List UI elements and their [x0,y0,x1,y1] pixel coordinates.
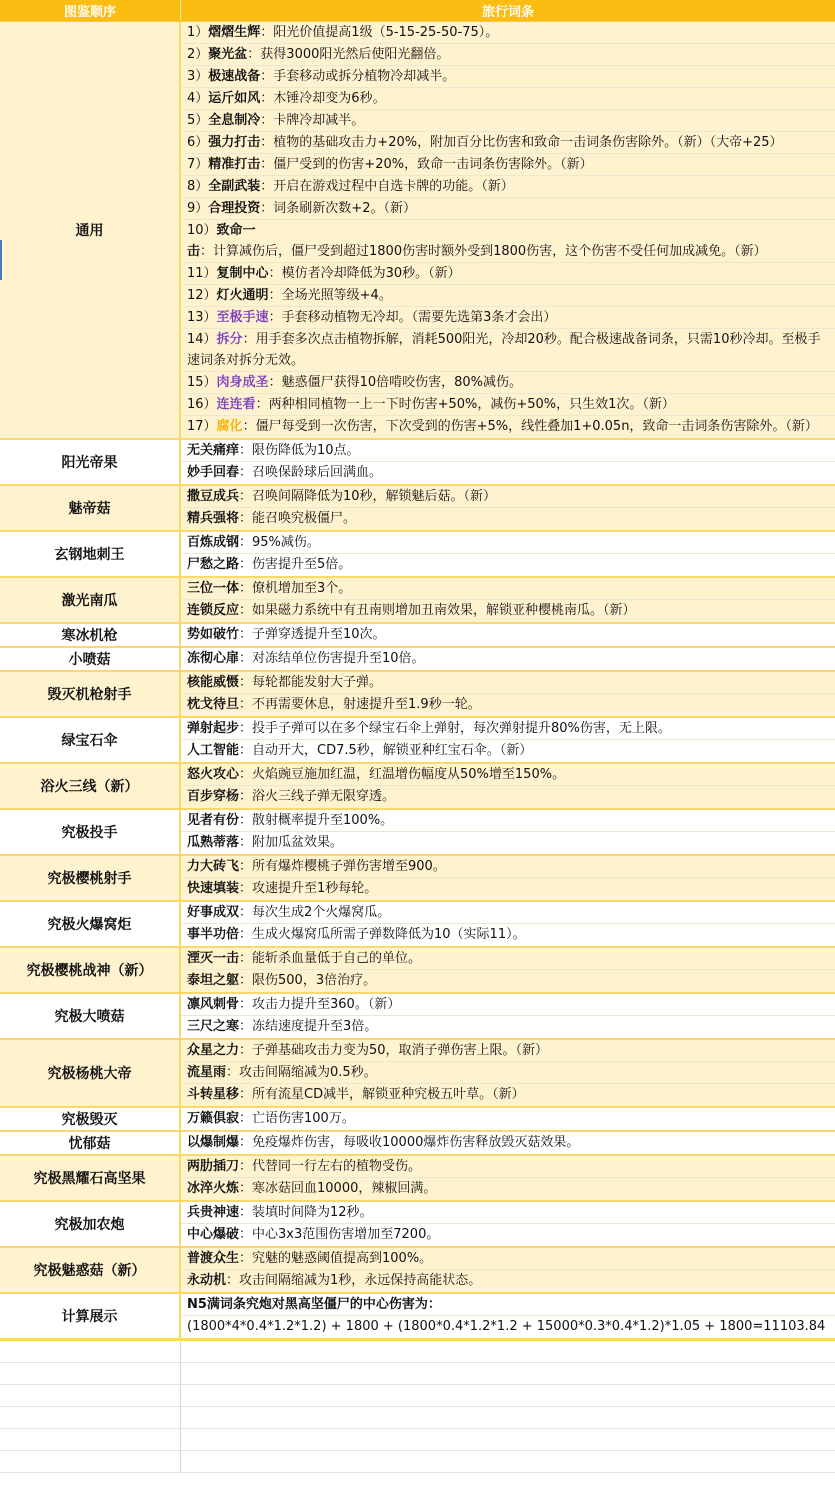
entry-text: ：散射概率提升至100%。 [239,813,394,828]
header-entries[interactable]: 旅行词条 [481,5,534,20]
entry-keyword: 两肋插刀 [187,1159,240,1174]
entry-list [181,532,835,576]
entry-list [181,764,835,808]
entry-keyword: 运斤如风 [208,91,261,106]
entry-keyword: 永动机 [187,1273,227,1288]
entry-line[interactable] [181,508,835,530]
entry-line[interactable] [181,764,835,786]
entry-list [181,1248,835,1292]
entry-line[interactable] [181,532,835,554]
entry-line[interactable] [181,394,835,416]
entry-line[interactable] [181,672,835,694]
entry-number: 16） [187,397,217,412]
entry-line[interactable] [181,44,835,66]
entry-list [181,624,835,646]
entry-text: ：木锤冷却变为6秒。 [260,91,386,106]
plant-group [0,486,835,532]
entry-text: ：僚机增加至3个。 [239,581,352,596]
entry-list [181,810,835,854]
entry-keyword: 熠熠生辉 [208,25,261,40]
entry-line[interactable] [181,372,835,394]
empty-cell[interactable] [0,1407,181,1428]
entry-line[interactable] [181,600,835,622]
plant-group [0,1248,835,1294]
entry-text: ：浴火三线子弹无限穿透。 [239,789,396,804]
entry-text: ：攻速提升至1秒每轮。 [239,881,378,896]
empty-cell[interactable] [181,1341,835,1362]
entry-line[interactable] [181,220,835,263]
entry-number: 1） [187,25,209,40]
group-name[interactable]: 计算展示 [0,1294,181,1338]
entry-line[interactable] [181,718,835,740]
entry-line[interactable] [181,648,835,670]
entry-text: ：自动开大，CD7.5秒，解锁亚种红宝石伞。（新） [239,743,533,758]
entry-keyword: 力大砖飞 [187,859,240,874]
entry-text: ：全场光照等级+4。 [268,288,392,303]
entry-text: ：亡语伤害100万。 [239,1111,355,1126]
entry-text: ：附加瓜盆效果。 [239,835,344,850]
entry-text: ：冻结速度提升至3倍。 [239,1019,378,1034]
entry-keyword: 枕戈待旦 [187,697,240,712]
empty-row [0,1385,835,1407]
entry-text: ：魅惑僵尸获得10倍啃咬伤害，80%减伤。 [268,375,522,390]
entry-text: ：如果磁力系统中有丑南则增加丑南效果，解锁亚种樱桃南瓜。（新） [239,603,636,618]
empty-cell[interactable] [0,1363,181,1384]
entry-keyword: 冰淬火炼 [187,1181,240,1196]
plant-group [0,532,835,578]
entry-text: ：95%减伤。 [239,535,320,550]
group-name[interactable]: 小喷菇 [0,648,181,670]
entry-list [181,22,835,438]
empty-row [0,1341,835,1363]
entry-list [181,578,835,622]
entry-line[interactable] [181,1062,835,1084]
entry-text: ：所有流星CD减半，解锁亚种究极五叶草。（新） [239,1087,525,1102]
entry-number: 9） [187,201,209,216]
entry-line[interactable] [181,1270,835,1292]
entry-list [181,1132,835,1154]
empty-cell[interactable] [181,1451,835,1472]
entry-line[interactable] [181,66,835,88]
plant-group [0,856,835,902]
entry-text: ：装填时间降为12秒。 [239,1205,373,1220]
group-name[interactable]: 究极毁灭 [0,1108,181,1130]
entry-keyword: 三位一体 [187,581,240,596]
entry-number: 7） [187,157,209,172]
entry-keyword: 怒火攻心 [187,767,240,782]
entry-keyword: 流星雨 [187,1065,227,1080]
plant-group [0,1108,835,1132]
entry-text: ：两种相同植物一上一下时伤害+50%，减伤+50%，只生效1次。（新） [255,397,675,412]
entry-text: ：计算减伤后，僵尸受到超过1800伤害时额外受到1800伤害，这个伤害不受任何加成减免。（新） [200,244,767,259]
entry-number: 14） [187,332,217,347]
entry-keyword: 势如破竹 [187,627,240,642]
entry-line[interactable] [181,1108,835,1130]
plant-groups [0,440,835,1294]
group-name[interactable]: 究极大喷菇 [0,994,181,1038]
empty-cell[interactable] [181,1363,835,1384]
entry-list [181,486,835,530]
group-general [0,22,835,440]
entry-number: 2） [187,47,209,62]
entry-keyword: 百炼成钢 [187,535,240,550]
entry-keyword: 泰坦之躯 [187,973,240,988]
entry-keyword: 全副武装 [208,179,261,194]
entry-keyword: 合理投资 [208,201,261,216]
group-name[interactable]: 究极杨桃大帝 [0,1040,181,1106]
plant-group [0,1040,835,1108]
entry-number: 12） [187,288,217,303]
entry-keyword: 普渡众生 [187,1251,240,1266]
group-name[interactable]: 激光南瓜 [0,578,181,622]
entry-keyword: 事半功倍 [187,927,240,942]
entry-text: ：生成火爆窝瓜所需子弹数降低为10（实际11）。 [239,927,526,942]
plant-group [0,948,835,994]
plant-group [0,1132,835,1156]
entry-line[interactable] [181,948,835,970]
empty-cell[interactable] [181,1407,835,1428]
entry-keyword: 致命一击 [187,223,256,259]
entry-text: ：寒冰菇回血10000，辣椒回满。 [239,1181,437,1196]
entry-text: ：限伤降低为10点。 [239,443,360,458]
entry-text: ：火焰豌豆施加红温，红温增伤幅度从50%增至150%。 [239,767,566,782]
entry-text: ：手套移动植物无冷却。（需要先选第3条才会出） [268,310,557,325]
entry-line[interactable] [181,924,835,946]
group-name[interactable]: 究极魅惑菇（新） [0,1248,181,1292]
entry-line[interactable] [181,694,835,716]
entry-line[interactable] [181,440,835,462]
entry-keyword: 三尺之寒 [187,1019,240,1034]
entry-keyword: 拆分 [216,332,243,347]
entry-line[interactable] [181,22,835,44]
plant-group [0,810,835,856]
entry-keyword: 湮灭一击 [187,951,240,966]
entry-keyword: 聚光盆 [208,47,248,62]
entry-number: 10） [187,223,217,238]
empty-cell[interactable] [0,1385,181,1406]
entry-list [181,1040,835,1106]
entry-keyword: 见者有份 [187,813,240,828]
entry-line[interactable] [181,1016,835,1038]
entry-list [181,994,835,1038]
entry-text: ：投手子弹可以在多个绿宝石伞上弹射，每次弹射提升80%伤害，无上限。 [239,721,671,736]
entry-list [181,948,835,992]
entry-text: ：中心3x3范围伤害增加至7200。 [239,1227,440,1242]
entry-keyword: 兵贵神速 [187,1205,240,1220]
plant-group [0,648,835,672]
group-name[interactable]: 寒冰机枪 [0,624,181,646]
header-order[interactable]: 图鉴顺序 [0,0,181,21]
entry-text: ：每次生成2个火爆窝瓜。 [239,905,391,920]
entry-line[interactable] [181,856,835,878]
entry-line[interactable] [181,1132,835,1154]
calc-title[interactable]: N5满词条究炮对黑高坚僵尸的中心伤害为： [181,1294,835,1316]
entry-keyword: 腐化 [216,419,243,434]
entry-number: 15） [187,375,217,390]
group-calc [0,1294,835,1341]
entry-line[interactable] [181,307,835,329]
entry-keyword: 复制中心 [216,266,269,281]
entry-text: ：每轮都能发射大子弹。 [239,675,383,690]
entry-keyword: 全息制冷 [208,113,261,128]
entry-number: 8） [187,179,209,194]
entry-text: ：模仿者冷却降低为30秒。（新） [268,266,461,281]
entry-text: ：召唤保龄球后回满血。 [239,465,383,480]
plant-group [0,718,835,764]
entry-text: ：植物的基础攻击力+20%，附加百分比伤害和致命一击词条伤害除外。（新）（大帝+25） [260,135,783,150]
entry-keyword: 人工智能 [187,743,240,758]
entry-number: 4） [187,91,209,106]
entry-keyword: 强力打击 [208,135,261,150]
empty-row [0,1429,835,1451]
entry-line[interactable] [181,994,835,1016]
entry-keyword: 斗转星移 [187,1087,240,1102]
entry-line[interactable] [181,786,835,808]
group-name[interactable]: 毁灭机枪射手 [0,672,181,716]
entry-line[interactable] [181,1040,835,1062]
entry-text: ：攻击力提升至360。（新） [239,997,401,1012]
entry-keyword: 弹射起步 [187,721,240,736]
entry-text: ：免疫爆炸伤害，每吸收10000爆炸伤害释放毁灭菇效果。 [239,1135,580,1150]
entry-line[interactable] [181,154,835,176]
group-name[interactable]: 究极火爆窝炬 [0,902,181,946]
plant-group [0,1202,835,1248]
plant-group [0,440,835,486]
empty-cell[interactable] [181,1385,835,1406]
entry-line[interactable] [181,832,835,854]
entry-text: ：手套移动或拆分植物冷却减半。 [260,69,456,84]
entry-list [181,648,835,670]
entry-keyword: 连连看 [216,397,256,412]
group-name[interactable]: 忧郁菇 [0,1132,181,1154]
entry-text: ：攻击间隔缩减为0.5秒。 [226,1065,377,1080]
entry-text: ：卡牌冷却减半。 [260,113,365,128]
entry-keyword: 精准打击 [208,157,261,172]
entry-keyword: 冻彻心扉 [187,651,240,666]
group-name[interactable]: 绿宝石伞 [0,718,181,762]
plant-group [0,578,835,624]
row-selection-marker [0,240,2,280]
group-name[interactable]: 魅帝菇 [0,486,181,530]
entry-text: ：能斩杀血量低于自己的单位。 [239,951,422,966]
entry-number: 17） [187,419,217,434]
empty-cell[interactable] [181,1429,835,1450]
entry-keyword: 百步穿杨 [187,789,240,804]
entry-list [181,440,835,484]
entry-line[interactable] [181,176,835,198]
entry-number: 5） [187,113,209,128]
empty-cell[interactable] [0,1451,181,1472]
entry-list [181,1202,835,1246]
entry-keyword: 极速战备 [208,69,261,84]
entry-line[interactable] [181,1178,835,1200]
entry-keyword: 众星之力 [187,1043,240,1058]
entry-line[interactable] [181,554,835,576]
table-header [0,0,835,22]
entry-line[interactable] [181,624,835,646]
calc-formula[interactable]: (1800*4*0.4*1.2*1.2) + 1800 + (1800*0.4*1.2*1.2 + 15000*0.3*0.4*1.2)*1.05 + 1800=11103.84 [187,1319,826,1334]
entry-line[interactable] [181,1248,835,1270]
entry-line[interactable] [181,878,835,900]
entry-text: ：不再需要休息，射速提升至1.9秒一轮。 [239,697,481,712]
entry-keyword: 尸愁之路 [187,557,240,572]
entry-text: ：子弹基础攻击力变为50，取消子弹伤害上限。（新） [239,1043,549,1058]
entry-text: ：伤害提升至5倍。 [239,557,352,572]
group-name[interactable]: 究极樱桃战神（新） [0,948,181,992]
entry-text: ：攻击间隔缩减为1秒，永远保持高能状态。 [226,1273,482,1288]
entry-number: 3） [187,69,209,84]
empty-cell[interactable] [0,1429,181,1450]
entry-keyword: 无关痛痒 [187,443,240,458]
entry-line[interactable] [181,902,835,924]
entry-text: ：所有爆炸樱桃子弹伤害增至900。 [239,859,446,874]
calc-lines [181,1294,835,1338]
entry-number: 11） [187,266,217,281]
entry-line[interactable] [181,740,835,762]
entry-keyword: 以爆制爆 [187,1135,240,1150]
plant-group [0,902,835,948]
plant-group [0,764,835,810]
entry-list [181,1108,835,1130]
group-name[interactable]: 阳光帝果 [0,440,181,484]
empty-row [0,1451,835,1473]
entry-keyword: 核能威慑 [187,675,240,690]
entry-line[interactable] [181,462,835,484]
entry-line[interactable] [181,263,835,285]
group-name[interactable]: 浴火三线（新） [0,764,181,808]
entry-line[interactable] [181,329,835,372]
entry-line[interactable] [181,110,835,132]
entry-keyword: 瓜熟蒂落 [187,835,240,850]
group-name[interactable]: 究极樱桃射手 [0,856,181,900]
empty-cell[interactable] [0,1341,181,1362]
entry-keyword: 灯火通明 [216,288,269,303]
entry-line[interactable] [181,1202,835,1224]
entry-keyword: 凛风刺骨 [187,997,240,1012]
entry-text: ：限伤500，3倍治疗。 [239,973,377,988]
entry-line[interactable] [181,198,835,220]
entry-keyword: 肉身成圣 [216,375,269,390]
entry-keyword: 好事成双 [187,905,240,920]
plant-group [0,672,835,718]
entry-keyword: 至极手速 [216,310,269,325]
empty-row [0,1407,835,1429]
entry-list [181,1156,835,1200]
entry-line[interactable] [181,416,835,438]
group-name[interactable]: 通用 [0,22,181,438]
entry-text: ：代替同一行左右的植物受伤。 [239,1159,422,1174]
entry-line[interactable] [181,970,835,992]
group-name[interactable]: 玄钢地刺王 [0,532,181,576]
entry-text: ：子弹穿透提升至10次。 [239,627,386,642]
entry-text: ：僵尸受到的伤害+20%，致命一击词条伤害除外。（新） [260,157,593,172]
group-name[interactable]: 究极黑耀石高坚果 [0,1156,181,1200]
plant-group [0,624,835,648]
entry-number: 13） [187,310,217,325]
entry-list [181,856,835,900]
entry-line[interactable] [181,810,835,832]
entry-text: ：获得3000阳光然后使阳光翻倍。 [247,47,450,62]
entry-line[interactable] [181,1224,835,1246]
entry-text: ：阳光价值提高1级（5-15-25-50-75）。 [260,25,499,40]
entry-line[interactable] [181,88,835,110]
entry-line[interactable] [181,132,835,154]
entry-keyword: 妙手回春 [187,465,240,480]
entry-line[interactable] [181,578,835,600]
entry-text: ：词条刷新次数+2。（新） [260,201,416,216]
entry-line[interactable] [181,1084,835,1106]
plant-group [0,1156,835,1202]
entry-text: ：用手套多次点击植物拆解，消耗500阳光，冷却20秒。配合极速战备词条，只需10秒冷却。至极手速词条对拆分无效。 [187,332,821,368]
entry-keyword: 撒豆成兵 [187,489,240,504]
plant-group [0,994,835,1040]
entry-text: ：能召唤究极僵尸。 [239,511,357,526]
entry-line[interactable] [181,1156,835,1178]
group-name[interactable]: 究极加农炮 [0,1202,181,1246]
empty-row [0,1363,835,1385]
entry-number: 6） [187,135,209,150]
entry-line[interactable] [181,486,835,508]
entry-list [181,718,835,762]
entry-keyword: 中心爆破 [187,1227,240,1242]
empty-rows [0,1341,835,1473]
entry-keyword: 快速填装 [187,881,240,896]
entry-line[interactable] [181,285,835,307]
entry-list [181,672,835,716]
entry-keyword: 万籁俱寂 [187,1111,240,1126]
entry-text: ：僵尸每受到一次伤害，下次受到的伤害+5%，线性叠加1+0.05n，致命一击词条伤害除外。（新） [242,419,818,434]
entry-keyword: 精兵强将 [187,511,240,526]
entry-list [181,902,835,946]
entry-keyword: 连锁反应 [187,603,240,618]
group-name[interactable]: 究极投手 [0,810,181,854]
entry-text: ：对冻结单位伤害提升至10倍。 [239,651,425,666]
entry-text: ：召唤间隔降低为10秒，解锁魅后菇。（新） [239,489,497,504]
entry-text: ：开启在游戏过程中自选卡牌的功能。（新） [260,179,514,194]
entry-text: ：究魅的魅惑阈值提高到100%。 [239,1251,433,1266]
